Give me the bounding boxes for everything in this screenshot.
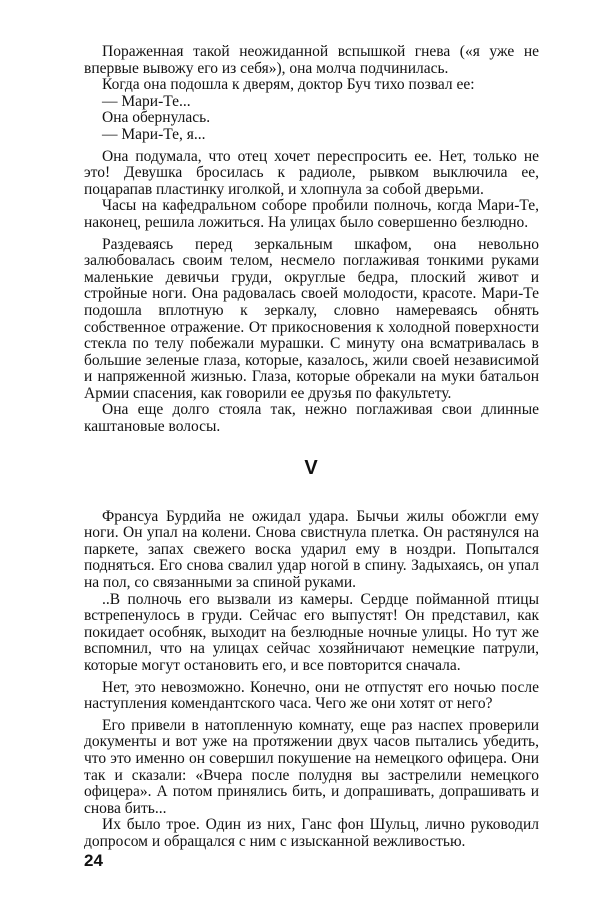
page-number: 24 — [84, 851, 103, 870]
paragraph: Его привели в натопленную комнату, еще раз наспех проверили документы и вот уже на протяжении двух часов пытались убедить, что это именно он совершил покушение на немецкого офицера. Они так и сказали: «Вчера после полудня вы застрелили немецкого офицера». А потом принялись бить, и допрашивать, допрашивать и снова бить... — [84, 716, 539, 817]
chapter-heading: V — [304, 456, 319, 479]
paragraph: Она обернулась. — [102, 109, 211, 127]
paragraph: Раздеваясь перед зеркальным шкафом, она невольно залюбовалась своим телом, несмело поглаживая тонкими руками маленькие девичьи груди, округлые бедра, плоский живот и стройные ноги. Она радовалась своей молодости, красоте. Мари-Те подошла вплотную к зеркалу, словно намереваясь обнять собственное отражение. От прикосновения к холодной поверхности стекла по телу побежали мурашки. С минуту она всматривалась в большие зеленые глаза, которые, казалось, жили своей независимой и напряженной жизнью. Глаза, которые обрекали на муки батальон Армии спасения, как говорили ее друзья по факультету. — [84, 235, 539, 402]
paragraph: Пораженная такой неожиданной вспышкой гнева («я уже не впервые вывожу его из себя»), она молча подчинилась. — [84, 43, 539, 77]
paragraph: Когда она подошла к дверям, доктор Буч тихо позвал ее: — [102, 76, 475, 94]
paragraph: Франсуа Бурдийа не ожидал удара. Бычьи жилы обожгли ему ноги. Он упал на колени. Снова свистнула плетка. Он растянулся на паркете, запах свежего воска ударил ему в ноздри. Попытался подняться. Его снова свалил удар ногой в спину. Задыхаясь, он упал на пол, со связанными за спиной руками. — [84, 507, 539, 592]
section-after — [84, 509, 539, 851]
paragraph: — Мари-Те... — [102, 92, 191, 110]
book-page — [84, 44, 539, 851]
paragraph: — Мари-Те, я... — [102, 125, 206, 143]
paragraph: Она подумала, что отец хочет переспросить ее. Нет, только не это! Девушка бросилась к радиоле, рывком выключила ее, поцарапав пластинку иголкой, и хлопнула за собой дверьми. — [84, 147, 539, 198]
paragraph: ..В полночь его вызвали из камеры. Сердце пойманной птицы встрепенулось в груди. Сейчас его выпустят! Он представил, как покидает особняк, выходит на безлюдные ночные улицы. Но тут же вспомнил, что на улицах сейчас хозяйничают немецкие патрули, которые могут остановить его, и все повторится сначала. — [84, 590, 539, 674]
paragraph: Она еще долго стояла так, нежно поглаживая свои длинные каштановые волосы. — [84, 401, 539, 436]
section-before — [84, 44, 539, 436]
paragraph: Часы на кафедральном соборе пробили полночь, когда Мари-Те, наконец, решила ложиться. На улицах было совершенно безлюдно. — [84, 197, 539, 231]
paragraph: Их было трое. Один из них, Ганс фон Шульц, лично руководил допросом и обращался с ним с изысканной вежливостью. — [84, 816, 539, 850]
paragraph: Нет, это невозможно. Конечно, они не отпустят его ночью после наступления комендантского часа. Чего же они хотят от него? — [84, 678, 539, 713]
